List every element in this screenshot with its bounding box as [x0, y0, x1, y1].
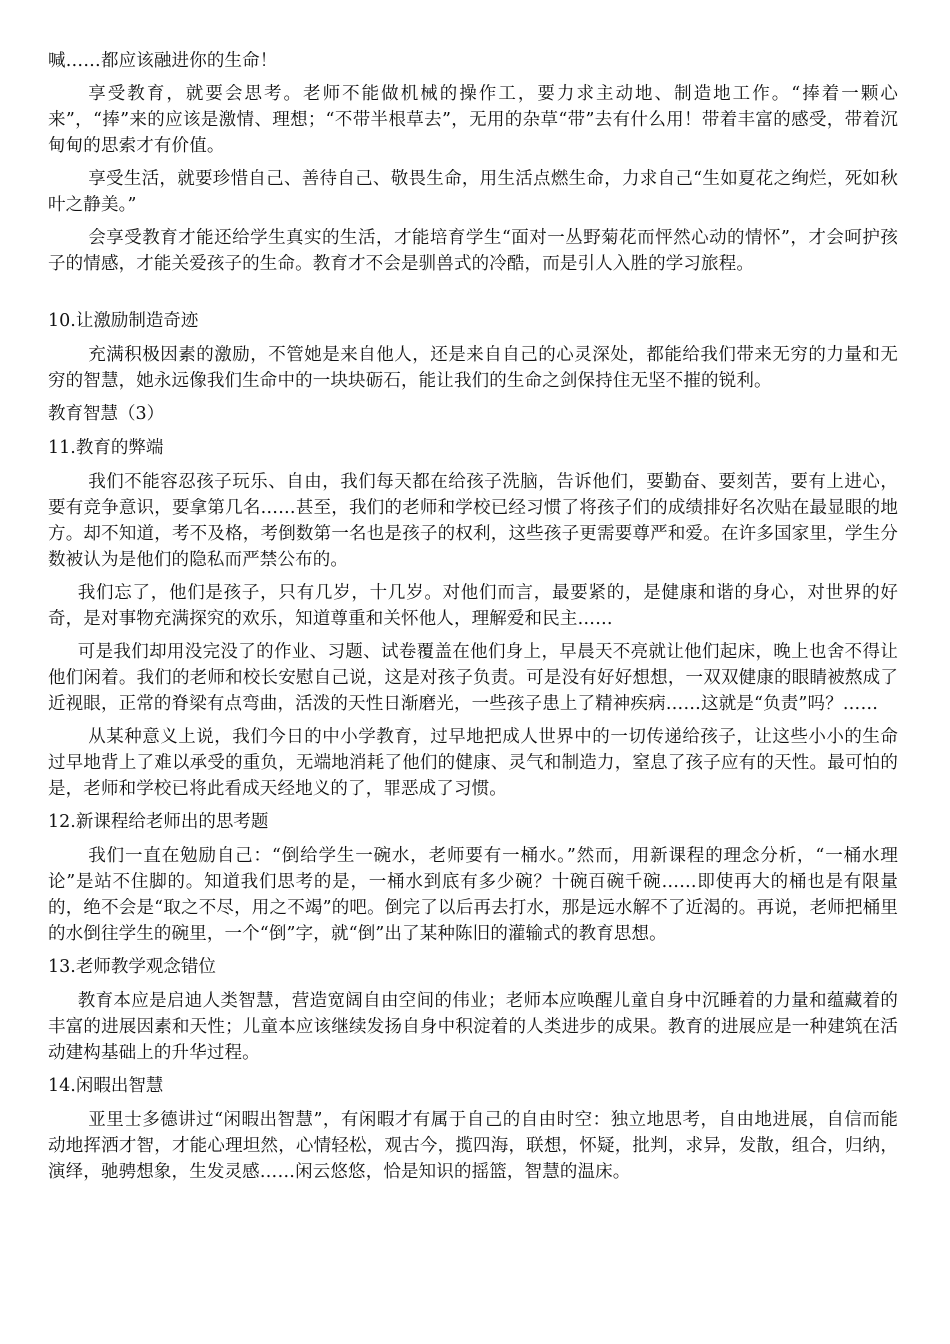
paragraph: 可是我们却用没完没了的作业、习题、试卷覆盖在他们身上，早晨天不亮就让他们起床，晚上也舍不得让他们闲着。我们的老师和校长安慰自己说，这是对孩子负责。可是没有好好想想，一双双健康的眼睛被熬成了近视眼，正常的脊梁有点弯曲，活泼的天性日渐磨光，一些孩子患上了精神疾病……这就是“负责”吗？…… [48, 642, 898, 714]
paragraph: 亚里士多德讲过“闲暇出智慧”，有闲暇才有属于自己的自由时空：独立地思考，自由地进展，自信而能动地挥洒才智，才能心理坦然，心情轻松，观古今，揽四海，联想，怀疑，批判，求异，发散，组合，归纳，演绎，驰骋想象，生发灵感……闲云悠悠，恰是知识的摇篮，智慧的温床。 [48, 1110, 898, 1182]
paragraph: 教育本应是启迪人类智慧，营造宽阔自由空间的伟业；老师本应唤醒儿童自身中沉睡着的力量和蕴藏着的丰富的进展因素和天性；儿童本应该继续发扬自身中积淀着的人类进步的成果。教育的进展应是一种建筑在活动建构基础上的升华过程。 [48, 991, 898, 1063]
section-heading-14: 14.闲暇出智慧 [48, 1076, 164, 1096]
document-page [48, 48, 898, 1192]
paragraph: 享受生活，就要珍惜自己、善待自己、敬畏生命，用生活点燃生命，力求自己“生如夏花之绚烂，死如秋叶之静美。” [48, 169, 898, 215]
section-heading-10: 10.让激励制造奇迹 [48, 311, 199, 331]
section-heading-12: 12.新课程给老师出的思考题 [48, 812, 269, 832]
section-heading-13: 13.老师教学观念错位 [48, 957, 216, 977]
section-heading-11: 11.教育的弊端 [48, 438, 164, 458]
spacer [48, 284, 898, 308]
chapter-heading: 教育智慧（3） [48, 404, 165, 424]
paragraph: 充满积极因素的激励，不管她是来自他人，还是来自自己的心灵深处，都能给我们带来无穷的力量和无穷的智慧，她永远像我们生命中的一块块砺石，能让我们的生命之剑保持住无坚不摧的锐利。 [48, 345, 898, 391]
paragraph: 会享受教育才能还给学生真实的生活，才能培育学生“面对一丛野菊花而怦然心动的情怀”，才会呵护孩子的情感，才能关爱孩子的生命。教育才不会是驯兽式的冷酷，而是引人入胜的学习旅程。 [48, 228, 898, 274]
paragraph: 我们忘了，他们是孩子，只有几岁，十几岁。对他们而言，最要紧的，是健康和谐的身心，对世界的好奇，是对事物充满探究的欢乐，知道尊重和关怀他人，理解爱和民主…… [48, 583, 898, 629]
paragraph: 喊……都应该融进你的生命！ [48, 51, 278, 71]
paragraph: 享受教育，就要会思考。老师不能做机械的操作工，要力求主动地、制造地工作。“捧着一颗心来”，“捧”来的应该是激情、理想；“不带半根草去”，无用的杂草“带”去有什么用！带着丰富的感受，带着沉甸甸的思索才有价值。 [48, 84, 898, 156]
paragraph: 我们不能容忍孩子玩乐、自由，我们每天都在给孩子洗脑，告诉他们，要勤奋、要刻苦，要有上进心，要有竞争意识，要拿第几名……甚至，我们的老师和学校已经习惯了将孩子们的成绩排好名次贴在最显眼的地方。却不知道，考不及格，考倒数第一名也是孩子的权利，这些孩子更需要尊严和爱。在许多国家里，学生分数被认为是他们的隐私而严禁公布的。 [48, 472, 898, 570]
paragraph: 从某种意义上说，我们今日的中小学教育，过早地把成人世界中的一切传递给孩子，让这些小小的生命过早地背上了难以承受的重负，无端地消耗了他们的健康、灵气和制造力，窒息了孩子应有的天性。最可怕的是，老师和学校已将此看成天经地义的了，罪恶成了习惯。 [48, 727, 898, 799]
paragraph: 我们一直在勉励自己：“倒给学生一碗水，老师要有一桶水。”然而，用新课程的理念分析，“一桶水理论”是站不住脚的。知道我们思考的是，一桶水到底有多少碗？十碗百碗千碗……即使再大的桶也是有限量的，绝不会是“取之不尽，用之不竭”的吧。倒完了以后再去打水，那是远水解不了近渴的。再说，老师把桶里的水倒往学生的碗里，一个“倒”字，就“倒”出了某种陈旧的灌输式的教育思想。 [48, 846, 898, 944]
